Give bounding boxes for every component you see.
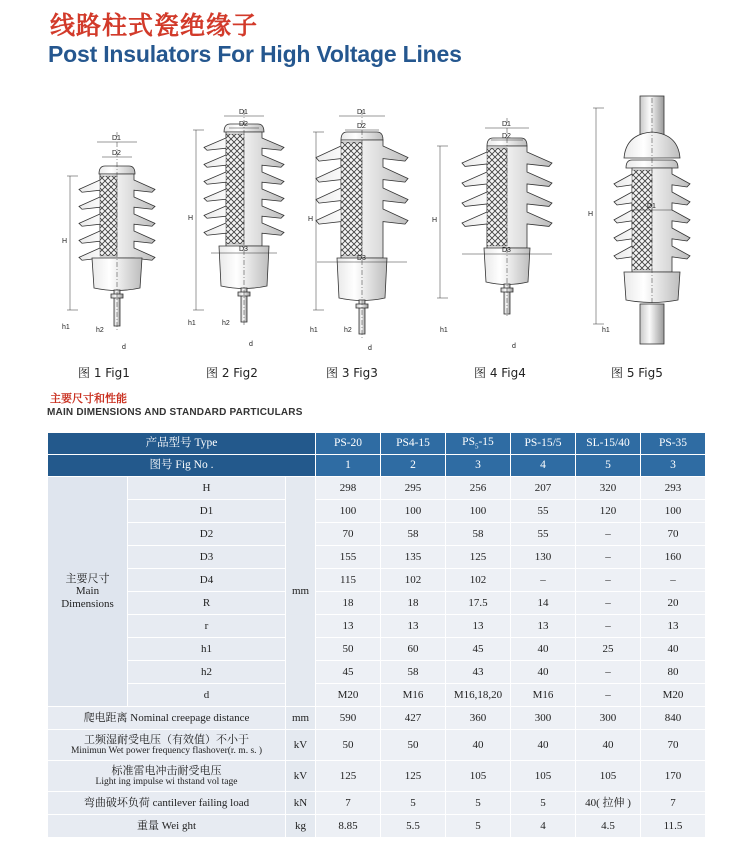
group-label-en: Main (75, 585, 100, 598)
value-cell: 170 (641, 761, 706, 792)
value-cell: – (576, 615, 641, 638)
value-cell: 295 (381, 477, 446, 500)
value-cell: 102 (381, 569, 446, 592)
value-cell: 40 (446, 730, 511, 761)
value-cell: 13 (381, 615, 446, 638)
value-cell: 105 (511, 761, 576, 792)
value-cell: 50 (316, 730, 381, 761)
insulator-drawings (0, 88, 750, 388)
value-cell: 102 (446, 569, 511, 592)
performance-name (48, 707, 286, 730)
dimension-row (48, 500, 706, 523)
value-cell: – (576, 592, 641, 615)
value-cell: 100 (641, 500, 706, 523)
figure-5 (588, 96, 690, 344)
dimension-label: d (249, 341, 253, 348)
type-cell: PS-20 (316, 433, 381, 455)
value-cell: 298 (316, 477, 381, 500)
fig-no-row (48, 455, 706, 477)
fig1-caption: 图 1 Fig1 (78, 366, 130, 380)
type-suffix: -15 (478, 436, 494, 448)
value-cell: 55 (511, 523, 576, 546)
value-cell: 135 (381, 546, 446, 569)
value-cell: 155 (316, 546, 381, 569)
dimension-row (48, 684, 706, 707)
value-cell: 70 (316, 523, 381, 546)
value-cell: – (511, 569, 576, 592)
type-cell (446, 433, 511, 455)
value-cell: 100 (381, 500, 446, 523)
section-hatch (341, 142, 362, 256)
performance-unit: kV (286, 730, 316, 761)
dimension-label: D1 (647, 203, 656, 210)
value-cell: 125 (316, 761, 381, 792)
value-cell: 5 (446, 815, 511, 838)
value-cell: 70 (641, 730, 706, 761)
value-cell: 55 (511, 500, 576, 523)
dimension-name: D4 (128, 569, 286, 592)
performance-name-line: 工频湿耐受电压（有效值）不小于 (84, 733, 249, 746)
dimension-name: H (128, 477, 286, 500)
dimension-label: D1 (502, 121, 511, 128)
group-label-en: Dimensions (61, 597, 114, 610)
value-cell: 58 (446, 523, 511, 546)
performance-name (48, 761, 286, 792)
performance-name-en: Minimun Wet power frequency flashover(r. m. s. ) (70, 745, 263, 756)
value-cell: 207 (511, 477, 576, 500)
value-cell: 7 (641, 792, 706, 815)
value-cell: 20 (641, 592, 706, 615)
value-cell: 160 (641, 546, 706, 569)
dimension-name: D1 (128, 500, 286, 523)
dimension-name: R (128, 592, 286, 615)
dimension-label: D1 (239, 109, 248, 116)
type-header-label: 产品型号 Type (48, 433, 316, 455)
dimension-label: D1 (112, 135, 121, 142)
value-cell: 13 (446, 615, 511, 638)
value-cell: 13 (511, 615, 576, 638)
performance-row (48, 761, 706, 792)
dimension-label: H (588, 211, 594, 218)
value-cell: M20 (641, 684, 706, 707)
value-cell: 125 (381, 761, 446, 792)
dimension-label: D2 (112, 150, 121, 157)
fig-no-cell: 1 (316, 455, 381, 477)
performance-row (48, 815, 706, 838)
bottom-clevis (640, 304, 664, 344)
main-dimensions-group-label (48, 477, 128, 707)
value-cell: 50 (381, 730, 446, 761)
dimension-label: H (188, 215, 194, 222)
value-cell: – (576, 569, 641, 592)
page-title-en: Post Insulators For High Voltage Lines (48, 41, 462, 67)
section-hatch (487, 148, 507, 246)
dimension-row (48, 569, 706, 592)
type-cell: PS-35 (641, 433, 706, 455)
fig-no-label: 图号 Fig No . (48, 455, 316, 477)
dimension-label: d (512, 343, 516, 350)
dimension-name: r (128, 615, 286, 638)
value-cell: – (641, 569, 706, 592)
value-cell: 58 (381, 661, 446, 684)
value-cell: 11.5 (641, 815, 706, 838)
dimension-label: D3 (357, 255, 366, 262)
fig4-caption: 图 4 Fig4 (474, 366, 526, 380)
performance-name-line: 弯曲破坏负荷 cantilever failing load (83, 796, 250, 809)
value-cell: 13 (641, 615, 706, 638)
dimension-row (48, 477, 706, 500)
dimension-label: d (122, 344, 126, 351)
dimension-label: h2 (344, 327, 352, 334)
value-cell: 5 (511, 792, 576, 815)
dimension-label: D1 (357, 109, 366, 116)
value-cell: 105 (576, 761, 641, 792)
performance-unit: kN (286, 792, 316, 815)
fig2-caption: 图 2 Fig2 (206, 366, 258, 380)
specifications-table (47, 432, 706, 838)
value-cell: 130 (511, 546, 576, 569)
performance-name-line: 标准雷电冲击耐受电压 (111, 764, 222, 777)
dimension-row (48, 592, 706, 615)
value-cell: 293 (641, 477, 706, 500)
value-cell: 105 (446, 761, 511, 792)
type-ps-label: PS (462, 436, 475, 448)
value-cell: 7 (316, 792, 381, 815)
value-cell: 4 (511, 815, 576, 838)
fig-no-cell: 3 (641, 455, 706, 477)
value-cell: 58 (381, 523, 446, 546)
fig3-caption: 图 3 Fig3 (326, 366, 378, 380)
value-cell: 115 (316, 569, 381, 592)
dimension-row (48, 546, 706, 569)
performance-unit: kg (286, 815, 316, 838)
dimension-label: D3 (502, 247, 511, 254)
value-cell: 50 (316, 638, 381, 661)
value-cell: 18 (381, 592, 446, 615)
dimension-name: h2 (128, 661, 286, 684)
value-cell: – (576, 546, 641, 569)
value-cell: 4.5 (576, 815, 641, 838)
performance-unit: kV (286, 761, 316, 792)
figure-1 (62, 132, 155, 351)
performance-row (48, 707, 706, 730)
fig-no-cell: 3 (446, 455, 511, 477)
value-cell: 120 (576, 500, 641, 523)
dimension-row (48, 523, 706, 546)
section-title-en: MAIN DIMENSIONS AND STANDARD PARTICULARS (47, 407, 303, 418)
value-cell: 40 (511, 661, 576, 684)
dimension-label: H (308, 216, 314, 223)
performance-name-line: 爬电距离 Nominal creepage distance (83, 711, 250, 724)
value-cell: 5 (446, 792, 511, 815)
performance-name-line: 重量 Wei ght (137, 819, 196, 832)
dimension-label: h1 (188, 320, 196, 327)
performance-name (48, 815, 286, 838)
value-cell: 40 (511, 730, 576, 761)
value-cell: 25 (576, 638, 641, 661)
section-hatch (226, 134, 244, 244)
value-cell: M16 (511, 684, 576, 707)
fig-no-cell: 5 (576, 455, 641, 477)
value-cell: 14 (511, 592, 576, 615)
performance-unit: mm (286, 707, 316, 730)
dimension-label: D2 (502, 133, 511, 140)
dimension-label: h1 (310, 327, 318, 334)
page-title-cn: 线路柱式瓷绝缘子 (50, 11, 259, 40)
value-cell: 18 (316, 592, 381, 615)
value-cell: 360 (446, 707, 511, 730)
value-cell: 80 (641, 661, 706, 684)
value-cell: 43 (446, 661, 511, 684)
performance-row (48, 730, 706, 761)
performance-row (48, 792, 706, 815)
type-cell: PS-15/5 (511, 433, 576, 455)
value-cell: 45 (316, 661, 381, 684)
value-cell: 60 (381, 638, 446, 661)
section-hatch (632, 170, 652, 270)
insulator-base (624, 272, 680, 303)
value-cell: 40 (511, 638, 576, 661)
dimension-name: d (128, 684, 286, 707)
dimension-name: h1 (128, 638, 286, 661)
value-cell: 8.85 (316, 815, 381, 838)
section-title-cn: 主要尺寸和性能 (50, 392, 127, 405)
dimension-label: D3 (239, 246, 248, 253)
value-cell: 70 (641, 523, 706, 546)
value-cell: – (576, 661, 641, 684)
section-hatch (100, 176, 117, 256)
value-cell: 17.5 (446, 592, 511, 615)
dimension-label: d (368, 345, 372, 352)
dimension-row (48, 638, 706, 661)
value-cell: 300 (511, 707, 576, 730)
value-cell: M16 (381, 684, 446, 707)
dimension-unit: mm (286, 477, 316, 707)
dimension-label: H (432, 217, 438, 224)
figure-2 (188, 109, 284, 348)
dimension-name: D3 (128, 546, 286, 569)
value-cell: 100 (446, 500, 511, 523)
value-cell: M20 (316, 684, 381, 707)
figure-3 (308, 109, 408, 352)
value-cell: 5.5 (381, 815, 446, 838)
value-cell: 300 (576, 707, 641, 730)
performance-name-en: Light ing impulse wi thstand vol tage (95, 776, 238, 787)
value-cell: 5 (381, 792, 446, 815)
value-cell: – (576, 684, 641, 707)
fig-no-cell: 4 (511, 455, 576, 477)
type-subscript: 5 (474, 442, 479, 451)
value-cell: 125 (446, 546, 511, 569)
value-cell: 320 (576, 477, 641, 500)
value-cell: 840 (641, 707, 706, 730)
value-cell: 590 (316, 707, 381, 730)
value-cell: M16,18,20 (446, 684, 511, 707)
type-cell: SL-15/40 (576, 433, 641, 455)
value-cell: 256 (446, 477, 511, 500)
group-label-cn: 主要尺寸 (65, 573, 110, 586)
type-header-row (48, 433, 706, 455)
value-cell: 40( 拉伸 ) (576, 792, 641, 815)
dimension-label: h2 (96, 327, 104, 334)
dimension-label: D2 (357, 123, 366, 130)
value-cell: 13 (316, 615, 381, 638)
dimension-label: h1 (602, 327, 610, 334)
fig-no-cell: 2 (381, 455, 446, 477)
dimension-row (48, 615, 706, 638)
value-cell: 40 (641, 638, 706, 661)
dimension-label: h2 (222, 320, 230, 327)
dimension-label: D2 (239, 121, 248, 128)
figure-4 (432, 118, 552, 350)
value-cell: – (576, 523, 641, 546)
dimension-row (48, 661, 706, 684)
dimension-label: h1 (440, 327, 448, 334)
dimension-name: D2 (128, 523, 286, 546)
dimension-label: H (62, 238, 68, 245)
value-cell: 45 (446, 638, 511, 661)
value-cell: 40 (576, 730, 641, 761)
value-cell: 427 (381, 707, 446, 730)
dimension-label: h1 (62, 324, 70, 331)
value-cell: 100 (316, 500, 381, 523)
type-cell: PS4-15 (381, 433, 446, 455)
fig5-caption: 图 5 Fig5 (611, 366, 663, 380)
performance-name (48, 730, 286, 761)
performance-name (48, 792, 286, 815)
